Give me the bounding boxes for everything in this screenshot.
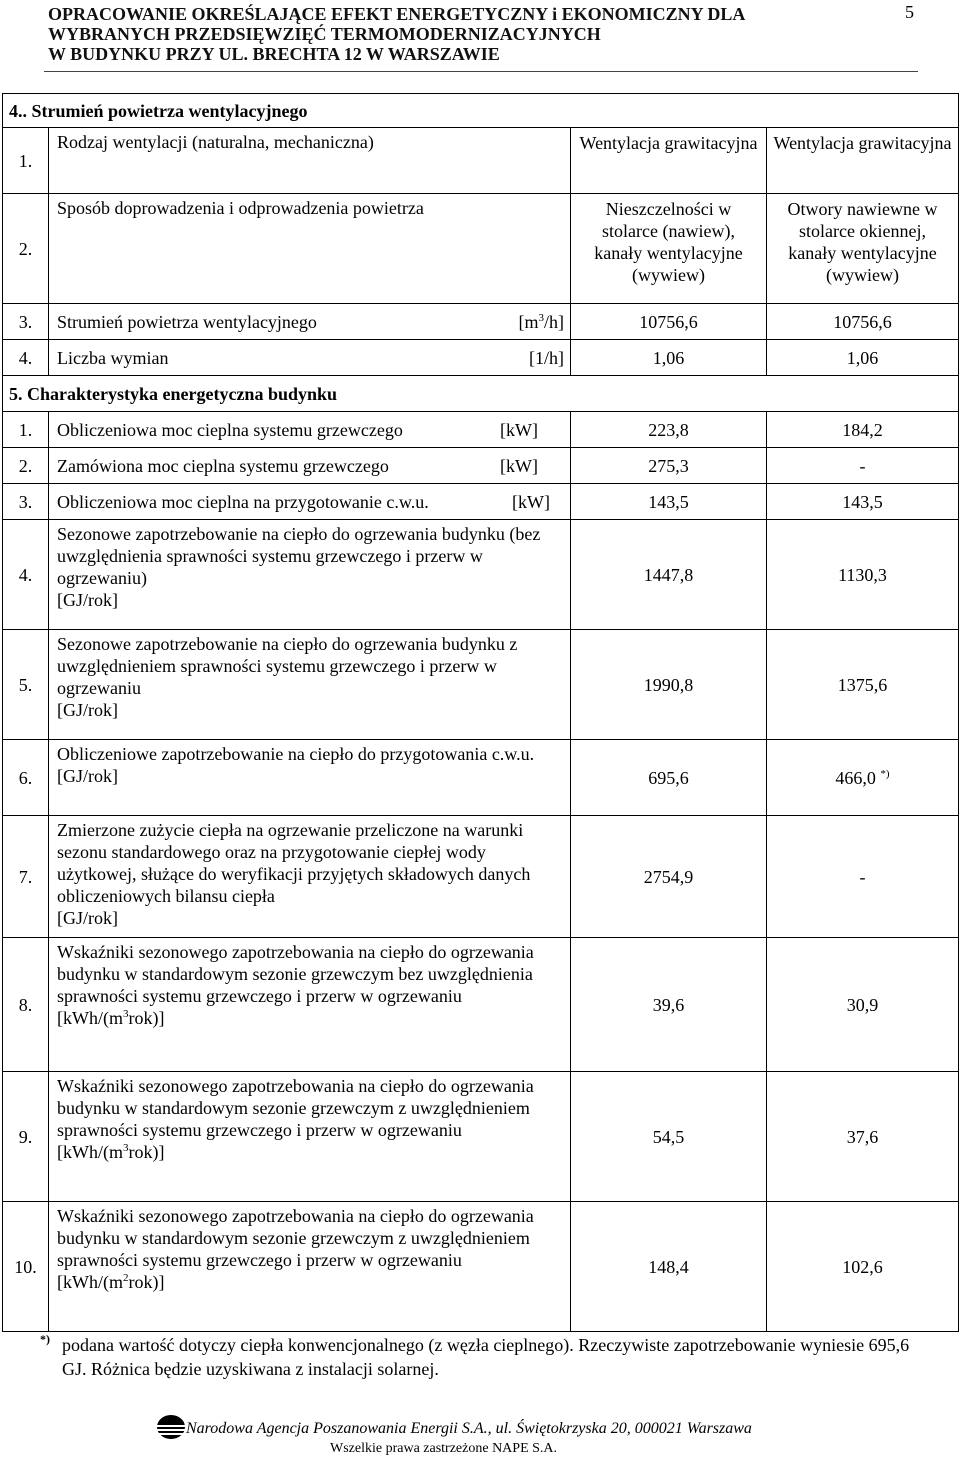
unit-exponent: 2 (122, 1272, 129, 1284)
row-label (49, 816, 571, 938)
value-after (767, 740, 959, 816)
row-label (49, 412, 571, 448)
row-label-text: Obliczeniowa moc cieplna na przygotowanie c.w.u. (57, 491, 429, 512)
row-number: 2. (3, 448, 49, 484)
value-after: Wentylacja grawitacyjna (767, 128, 959, 194)
value-before: 1447,8 (571, 520, 767, 630)
row-label (49, 304, 571, 340)
unit-part: [m (518, 311, 539, 332)
row-label-text: Sezonowe zapotrzebowanie na ciepło do ogrzewania budynku z uwzględnieniem sprawności systemu grzewczego i przerw w ogrzewaniu (57, 634, 518, 698)
value-text: 466,0 (835, 767, 876, 788)
unit-part: rok)] (128, 1272, 165, 1292)
value-after: - (767, 448, 959, 484)
unit-part: [kWh/(m (57, 1142, 123, 1162)
table-row (3, 448, 959, 484)
table-row (3, 1202, 959, 1332)
table-row (3, 816, 959, 938)
row-label (49, 1072, 571, 1202)
row-unit: [kW] (500, 455, 538, 476)
row-label (49, 340, 571, 376)
section-5-title: 5. Charakterystyka energetyczna budynku (3, 376, 959, 412)
row-number: 2. (3, 194, 49, 304)
row-number: 9. (3, 1072, 49, 1202)
value-after: 37,6 (767, 1072, 959, 1202)
table-row (3, 938, 959, 1072)
value-after: 1130,3 (767, 520, 959, 630)
table-row (3, 484, 959, 520)
row-label (49, 1202, 571, 1332)
row-label (49, 938, 571, 1072)
row-number: 4. (3, 520, 49, 630)
document-header (48, 4, 745, 64)
row-unit: [GJ/rok] (57, 700, 118, 720)
row-number: 1. (3, 412, 49, 448)
header-line-3: W BUDYNKU PRZY UL. BRECHTA 12 W WARSZAWIE (48, 44, 500, 64)
value-before: Wentylacja grawitacyjna (571, 128, 767, 194)
row-label-text: Zamówiona moc cieplna systemu grzewczego (57, 455, 389, 476)
table-row (3, 194, 959, 304)
value-before: 1,06 (571, 340, 767, 376)
row-label-text: Obliczeniowa moc cieplna systemu grzewczego (57, 419, 403, 440)
table-row (3, 304, 959, 340)
row-label-text: Wskaźniki sezonowego zapotrzebowania na ciepło do ogrzewania budynku w standardowym sezonie grzewczym z uwzględnieniem sprawności systemu grzewczego i przerw w ogrzewaniu (57, 1076, 534, 1140)
value-before: 2754,9 (571, 816, 767, 938)
value-before: 695,6 (571, 740, 767, 816)
value-after: 1,06 (767, 340, 959, 376)
footnote-text: podana wartość dotyczy ciepła konwencjonalnego (z węzła cieplnego). Rzeczywiste zapotrzebowanie wyniesie 695,6 GJ. Różnica będzie uzyskiwana z instalacji solarnej. (62, 1335, 910, 1379)
row-unit: [kW] (500, 419, 538, 440)
unit-exponent: 3 (538, 311, 544, 324)
footnote-mark: *) (880, 767, 890, 780)
row-number: 3. (3, 484, 49, 520)
table-row (3, 128, 959, 194)
unit-exponent: 3 (122, 1142, 129, 1154)
row-unit: [GJ/rok] (57, 766, 118, 786)
row-unit (57, 1271, 566, 1293)
header-line-2: WYBRANYCH PRZEDSIĘWZIĘĆ TERMOMODERNIZACYJNYCH (48, 24, 601, 44)
row-number: 7. (3, 816, 49, 938)
row-label: Sposób doprowadzenia i odprowadzenia powietrza (49, 194, 571, 304)
value-after: - (767, 816, 959, 938)
value-after: 143,5 (767, 484, 959, 520)
row-label-text: Wskaźniki sezonowego zapotrzebowania na ciepło do ogrzewania budynku w standardowym sezonie grzewczym bez uwzględnienia sprawności systemu grzewczego i przerw w ogrzewaniu (57, 942, 534, 1006)
table-row (3, 520, 959, 630)
row-unit: [GJ/rok] (57, 908, 118, 928)
row-number: 1. (3, 128, 49, 194)
row-unit (57, 1141, 566, 1163)
row-label-text: Liczba wymian (57, 347, 169, 368)
value-after: 184,2 (767, 412, 959, 448)
table-row (3, 412, 959, 448)
unit-part: [kWh/(m (57, 1008, 123, 1028)
value-before: 54,5 (571, 1072, 767, 1202)
table-row (3, 340, 959, 376)
unit-part: [kWh/(m (57, 1272, 123, 1292)
value-after: 30,9 (767, 938, 959, 1072)
row-number: 5. (3, 630, 49, 740)
row-label-text: Sezonowe zapotrzebowanie na ciepło do ogrzewania budynku (bez uwzględnienia sprawności systemu grzewczego i przerw w ogrzewaniu) (57, 524, 541, 588)
value-before: 223,8 (571, 412, 767, 448)
row-label-text: Strumień powietrza wentylacyjnego (57, 311, 317, 332)
footnote (40, 1333, 920, 1381)
row-number: 10. (3, 1202, 49, 1332)
row-label (49, 630, 571, 740)
row-unit: [1/h] (529, 347, 564, 368)
row-unit (57, 1007, 566, 1029)
value-after: Otwory nawiewne w stolarce okiennej, kanały wentylacyjne (wywiew) (767, 194, 959, 304)
row-label-text: Zmierzone zużycie ciepła na ogrzewanie przeliczone na warunki sezonu standardowego oraz na przygotowanie ciepłej wody użytkowej, służące do weryfikacji przyjętych składowych danych obliczeniowych bilansu ciepła (57, 820, 531, 906)
row-label (49, 448, 571, 484)
row-unit: [kW] (512, 491, 550, 512)
unit-part: /h] (544, 311, 564, 332)
row-label: Rodzaj wentylacji (naturalna, mechaniczna) (49, 128, 571, 194)
row-number: 3. (3, 304, 49, 340)
table-row (3, 740, 959, 816)
value-after: 102,6 (767, 1202, 959, 1332)
value-before: 143,5 (571, 484, 767, 520)
row-label-text: Obliczeniowe zapotrzebowanie na ciepło do przygotowania c.w.u. (57, 744, 535, 764)
section-4-title: 4.. Strumień powietrza wentylacyjnego (3, 94, 959, 128)
row-label-text: Wskaźniki sezonowego zapotrzebowania na ciepło do ogrzewania budynku w standardowym sezonie grzewczym z uwzględnieniem sprawności systemu grzewczego i przerw w ogrzewaniu (57, 1206, 534, 1270)
value-before: 148,4 (571, 1202, 767, 1332)
value-before: 1990,8 (571, 630, 767, 740)
header-line-1: OPRACOWANIE OKREŚLAJĄCE EFEKT ENERGETYCZNY i EKONOMICZNY DLA (48, 4, 746, 24)
unit-part: rok)] (128, 1142, 165, 1162)
nape-logo (156, 1412, 186, 1442)
row-unit: [GJ/rok] (57, 590, 118, 610)
table-row (3, 630, 959, 740)
row-unit (519, 311, 571, 333)
header-divider (44, 71, 918, 72)
row-label (49, 484, 571, 520)
row-label (49, 520, 571, 630)
row-number: 6. (3, 740, 49, 816)
value-before: 39,6 (571, 938, 767, 1072)
row-number: 4. (3, 340, 49, 376)
unit-exponent: 3 (122, 1008, 129, 1020)
footnote-mark: *) (40, 1332, 50, 1346)
value-after: 10756,6 (767, 304, 959, 340)
row-number: 8. (3, 938, 49, 1072)
energy-table (2, 93, 959, 1332)
unit-part: rok)] (128, 1008, 165, 1028)
value-before: 275,3 (571, 448, 767, 484)
footer-address: Narodowa Agencja Poszanowania Energii S.A., ul. Świętokrzyska 20, 000021 Warszawa (186, 1420, 752, 1437)
table-row (3, 1072, 959, 1202)
row-label (49, 740, 571, 816)
value-after: 1375,6 (767, 630, 959, 740)
value-before: Nieszczelności w stolarce (nawiew), kanały wentylacyjne (wywiew) (571, 194, 767, 304)
footer-copyright: Wszelkie prawa zastrzeżone NAPE S.A. (330, 1441, 558, 1456)
page-number: 5 (905, 2, 914, 22)
value-before: 10756,6 (571, 304, 767, 340)
